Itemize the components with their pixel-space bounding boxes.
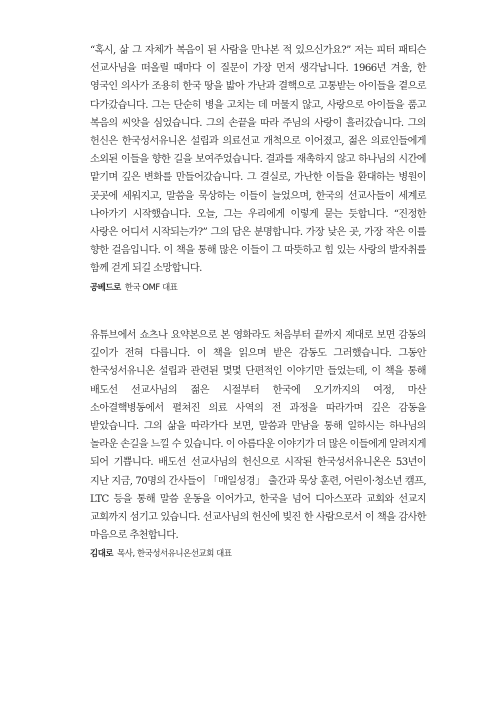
endorser-name: 김대로 <box>90 548 114 559</box>
endorsement-text: 유튜브에서 쇼츠나 요약본으로 본 영화라도 처음부터 끝까지 제대로 보면 감동의 깊이가 전혀 다릅니다. 이 책을 읽으며 받은 감동도 그러했습니다. 그동안 한국성서유니온 설립과 관련된 몇몇 단편적인 이야기만 들었는데, 이 책을 통해 배도선 선교사님의 젊은 시절부터 한국에 오기까지의 여정, 마산 소아결핵병동에서 펼쳐진 의료 사역의 전 과정을 따라가며 깊은 감동을 받았습니다. 그의 삶을 따라가다 보면, 말씀과 만남을 통해 일하시는 하나님의 놀라운 손길을 느낄 수 있습니다. 이 아름다운 이야기가 더 많은 이들에게 알려지게 되어 기쁩니다. 배도선 선교사님의 헌신으로 시작된 한국성서유니온은 53년이 지난 지금, 70명의 간사들이 「매일성경」 출간과 묵상 훈련, 어린이·청소년 캠프, LTC 등을 통해 말씀 운동을 이어가고, 한국을 넘어 디아스포라 교회와 선교지 교회까지 섬기고 있습니다. 선교사님의 헌신에 빚진 한 사람으로서 이 책을 감사한 마음으로 추천합니다. <box>90 330 426 542</box>
endorsement-attribution <box>90 281 426 293</box>
endorsement-attribution <box>90 547 426 559</box>
endorsement-block <box>90 327 426 559</box>
endorser-role: 한국 OMF 대표 <box>124 281 178 292</box>
endorsement-text: “혹시, 삶 그 자체가 복음이 된 사람을 만나본 적 있으신가요?” 저는 피터 패티슨 선교사님을 떠올릴 때마다 이 질문이 가장 먼저 생각납니다. 1966년 겨울, 한 영국인 의사가 조용히 한국 땅을 밟아 가난과 결핵으로 고통받는 아이들을 곁으로 다가갔습니다. 그는 단순히 병을 고치는 데 머물지 않고, 사랑으로 아이들을 품고 복음의 씨앗을 심었습니다. 그의 손끝을 따라 주님의 사랑이 흘러갔습니다. 그의 헌신은 한국성서유니온 설립과 의료선교 개척으로 이어졌고, 젊은 의료인들에게 소외된 이들을 향한 길을 보여주었습니다. 결과를 재촉하지 않고 하나님의 시간에 맡기며 깊은 변화를 만들어갔습니다. 그 결실로, 가난한 이들을 환대하는 병원이 곳곳에 세워지고, 말씀을 묵상하는 이들이 늘었으며, 한국의 선교사들이 세계로 나아가기 시작했습니다. 오늘, 그는 우리에게 이렇게 묻는 듯합니다. “진정한 사랑은 어디서 시작되는가?” 그의 답은 분명합니다. 가장 낮은 곳, 가장 작은 이를 향한 걸음입니다. 이 책을 통해 많은 이들이 그 따뜻하고 힘 있는 사랑의 발자취를 함께 걷게 되길 소망합니다. <box>90 45 426 275</box>
endorser-name: 공베드로 <box>90 281 121 292</box>
endorsement-block <box>90 42 426 293</box>
endorser-role: 목사, 한국성서유니온선교회 대표 <box>117 548 232 559</box>
